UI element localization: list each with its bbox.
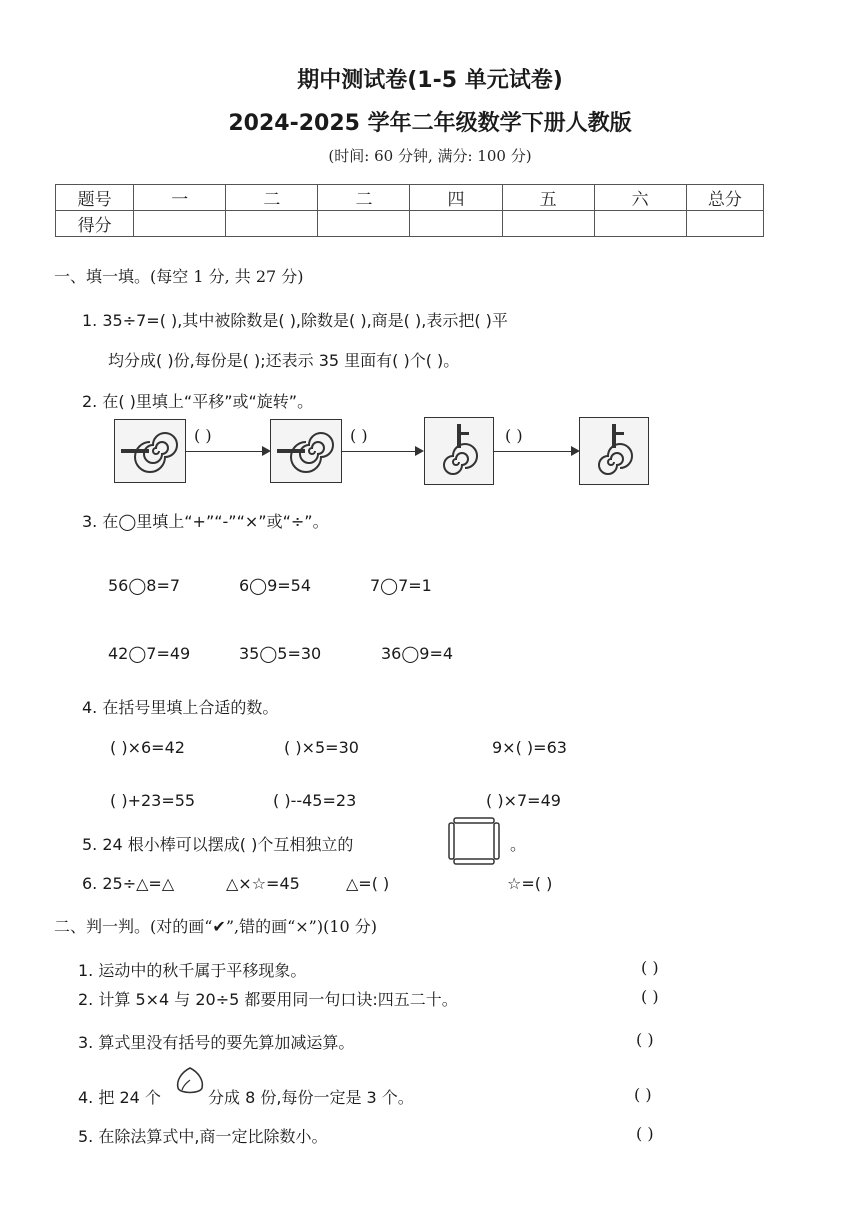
score-input-cell[interactable] (686, 211, 763, 237)
answer-blank[interactable]: ( ) (636, 1124, 654, 1143)
question-2-text: 2. 在( )里填上“平移”或“旋转”。 (82, 392, 314, 411)
equation[interactable]: ( )×7=49 (486, 791, 561, 810)
arrow-icon (493, 451, 572, 452)
peach-icon (172, 1064, 208, 1098)
table-cell: 总分 (686, 185, 763, 211)
question-6-part: △×☆=45 (226, 874, 300, 893)
score-input-cell[interactable] (318, 211, 410, 237)
question-3-text: 3. 在◯里填上“+”“-”“×”或“÷”。 (82, 512, 329, 531)
equation[interactable]: 35◯5=30 (239, 644, 322, 663)
equation[interactable]: 7◯7=1 (370, 576, 432, 595)
table-cell: 六 (594, 185, 686, 211)
page-title: 期中测试卷(1-5 单元试卷) (297, 68, 563, 93)
table-cell: 五 (502, 185, 594, 211)
equation[interactable]: 6◯9=54 (239, 576, 312, 595)
equation[interactable]: ( )+23=55 (110, 791, 196, 810)
question-6-part[interactable]: △=( ) (346, 874, 390, 893)
equation[interactable]: 42◯7=49 (108, 644, 191, 663)
score-table (55, 184, 764, 237)
score-table-header-row (56, 185, 764, 211)
score-input-cell[interactable] (502, 211, 594, 237)
page-subtitle: 2024-2025 学年二年级数学下册人教版 (228, 111, 632, 136)
lollipop-vertical-icon (580, 418, 648, 484)
lollipop-vertical-icon (425, 418, 493, 484)
question-5-end: 。 (510, 835, 527, 854)
question-6-part[interactable]: ☆=( ) (507, 874, 553, 893)
exam-time-info: (时间: 60 分钟, 满分: 100 分) (328, 147, 532, 165)
arrow-head-icon (415, 446, 424, 456)
judge-item: 2. 计算 5×4 与 20÷5 都要用同一句口诀:四五二十。 (78, 990, 458, 1009)
table-cell: 四 (410, 185, 502, 211)
table-cell: 二 (318, 185, 410, 211)
score-input-cell[interactable] (410, 211, 502, 237)
score-input-cell[interactable] (134, 211, 226, 237)
answer-blank[interactable]: ( ) (505, 426, 523, 445)
table-cell: 得分 (56, 211, 134, 237)
score-input-cell[interactable] (226, 211, 318, 237)
arrow-icon (185, 451, 263, 452)
equation[interactable]: ( )--45=23 (273, 791, 357, 810)
table-cell: 二 (226, 185, 318, 211)
judge-item: 4. 把 24 个 (78, 1088, 161, 1107)
judge-item: 1. 运动中的秋千属于平移现象。 (78, 961, 307, 980)
arrow-icon (341, 451, 416, 452)
section-heading: 二、判一判。(对的画“✔”,错的画“×”)(10 分) (54, 917, 378, 936)
table-cell: 题号 (56, 185, 134, 211)
question-1-line-2: 均分成( )份,每份是( );还表示 35 里面有( )个( )。 (108, 351, 460, 370)
judge-item-end: 分成 8 份,每份一定是 3 个。 (208, 1088, 414, 1107)
score-input-cell[interactable] (594, 211, 686, 237)
answer-blank[interactable]: ( ) (636, 1030, 654, 1049)
answer-blank[interactable]: ( ) (641, 958, 659, 977)
table-cell: 一 (134, 185, 226, 211)
lollipop-horizontal-icon (115, 420, 185, 482)
equation[interactable]: 36◯9=4 (381, 644, 454, 663)
question-5-text: 5. 24 根小棒可以摆成( )个互相独立的 (82, 835, 354, 854)
stick-square-icon (446, 815, 502, 867)
answer-blank[interactable]: ( ) (194, 426, 212, 445)
lollipop-horizontal-icon (271, 420, 341, 482)
score-table-score-row (56, 211, 764, 237)
equation[interactable]: ( )×6=42 (110, 738, 185, 757)
answer-blank[interactable]: ( ) (641, 987, 659, 1006)
equation[interactable]: 56◯8=7 (108, 576, 181, 595)
spiral-picture-2 (270, 419, 342, 483)
spiral-picture-4 (579, 417, 649, 485)
equation[interactable]: 9×( )=63 (492, 738, 567, 757)
judge-item: 5. 在除法算式中,商一定比除数小。 (78, 1127, 328, 1146)
question-6-part: 6. 25÷△=△ (82, 874, 175, 893)
spiral-picture-1 (114, 419, 186, 483)
answer-blank[interactable]: ( ) (634, 1085, 652, 1104)
question-1-line-1: 1. 35÷7=( ),其中被除数是( ),除数是( ),商是( ),表示把( )平 (82, 311, 508, 330)
judge-item: 3. 算式里没有括号的要先算加减运算。 (78, 1033, 355, 1052)
section-heading: 一、填一填。(每空 1 分, 共 27 分) (54, 267, 304, 286)
answer-blank[interactable]: ( ) (350, 426, 368, 445)
question-4-text: 4. 在括号里填上合适的数。 (82, 698, 279, 717)
spiral-picture-3 (424, 417, 494, 485)
equation[interactable]: ( )×5=30 (284, 738, 359, 757)
